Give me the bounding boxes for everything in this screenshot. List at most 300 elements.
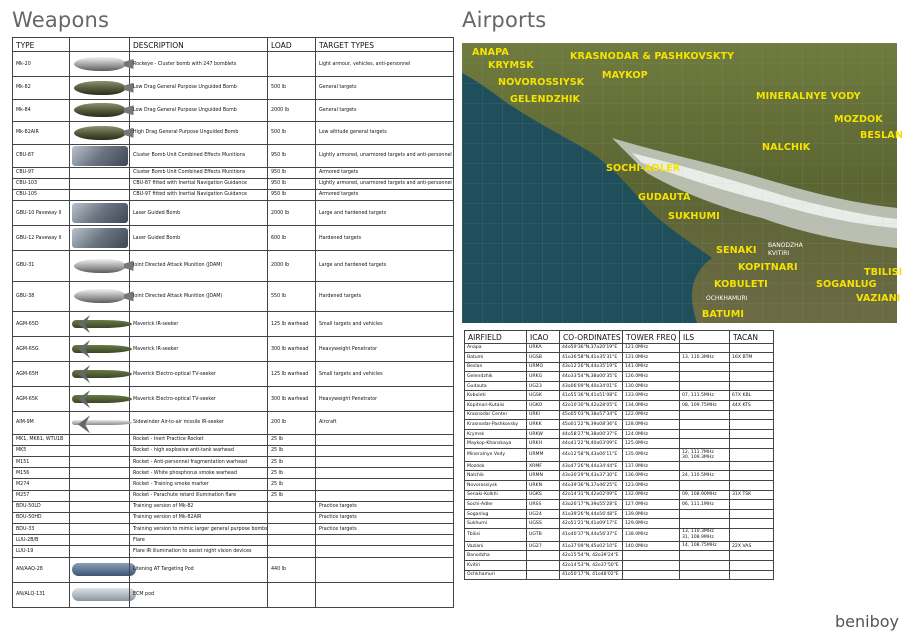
weapon-desc: Rocket - Inert Practice Rocket [130, 434, 268, 445]
weapon-image-cell [70, 312, 130, 337]
weapon-load [268, 512, 316, 523]
map-label-airport: SOCHI-ADLER [606, 163, 681, 174]
weapon-load [268, 535, 316, 546]
weapon-type: LUU-19 [13, 546, 70, 557]
weapon-load: 2000 lb [268, 99, 316, 122]
weapon-target: Hardened targets [316, 281, 454, 312]
jdam-image [74, 259, 126, 273]
weapon-desc: Rocket - high explosive anti-tank warhead [130, 445, 268, 456]
weapon-target: Practice targets [316, 524, 454, 535]
weapon-row [13, 99, 454, 122]
weapon-image-cell [70, 434, 130, 445]
weapon-type: CBU-97 [13, 167, 70, 178]
weapon-load: 25 lb [268, 490, 316, 501]
weapon-desc: Cluster Bomb Unit Combined Effects Munitions [130, 144, 268, 167]
weapon-desc: Flare [130, 535, 268, 546]
airport-row [465, 353, 774, 363]
airport-tacan [730, 420, 774, 430]
airports-title: Airports [462, 8, 547, 32]
airport-icao: UGKS [527, 490, 560, 500]
airport-icao: URMN [527, 471, 560, 481]
weapon-target [316, 582, 454, 607]
weapon-load: 550 lb [268, 281, 316, 312]
weapon-desc: Litening AT Targeting Pod [130, 557, 268, 582]
weapon-desc: Flare IR illumination to assist night vision devices [130, 546, 268, 557]
weapon-target: Practice targets [316, 512, 454, 523]
airport-coord: 42o15'54"N, 42o39'24"E [560, 551, 623, 561]
weapon-target: Large and hardened targets [316, 201, 454, 226]
airport-ils-value: 13, 110.3MHz [682, 354, 714, 360]
weapon-target [316, 445, 454, 456]
airport-freq [623, 570, 680, 580]
airport-row [465, 528, 774, 541]
airport-field: Sukhumi [465, 519, 527, 529]
weapons-title: Weapons [12, 8, 110, 32]
airport-field: Kvitiri [465, 560, 527, 570]
maverick-image [72, 395, 132, 403]
weapon-desc: Joint Directed Attack Munition (JDAM) [130, 251, 268, 282]
weapon-image-cell [70, 490, 130, 501]
weapons-table [12, 37, 454, 608]
weapon-image-cell [70, 251, 130, 282]
airport-row [465, 381, 774, 391]
weapon-load [268, 501, 316, 512]
airport-tacan [730, 528, 774, 541]
airport-icao: UGSS [527, 519, 560, 529]
maverick-image [72, 345, 132, 353]
map-label-airport: KOPITNARI [738, 262, 798, 273]
weapon-row [13, 251, 454, 282]
litening-pod-image [72, 563, 136, 576]
airport-coord: 45o01'22"N,39o08'36"E [560, 420, 623, 430]
airport-row [465, 461, 774, 471]
weapon-load: 600 lb [268, 226, 316, 251]
airport-ils-value: 09, 108.90MHz [682, 492, 717, 498]
weapon-type: CBU-87 [13, 144, 70, 167]
weapon-type: MK5 [13, 445, 70, 456]
weapon-target: Heavyweight Penetrator [316, 387, 454, 412]
airport-ils-value: 24, 110.5MHz [682, 473, 714, 479]
airport-coord: 42o10'30"N,42o28'05"E [560, 401, 623, 411]
airport-icao: UG23 [527, 381, 560, 391]
weapon-type: CBU-103 [13, 178, 70, 189]
airport-ils [680, 519, 730, 529]
weapon-target: Heavyweight Penetrator [316, 337, 454, 362]
weapon-row [13, 412, 454, 435]
airport-icao [527, 560, 560, 570]
weapon-type: BDU-50HD [13, 512, 70, 523]
airport-icao: URKI [527, 410, 560, 420]
airport-freq: 126.0MHz [623, 372, 680, 382]
airport-coord: 43o47'26"N,44o34'44"E [560, 461, 623, 471]
airport-icao: URKN [527, 481, 560, 491]
weapon-image-cell [70, 557, 130, 582]
airport-field: Krasnodar-Pashkovsky [465, 420, 527, 430]
airport-row [465, 410, 774, 420]
weapon-row [13, 281, 454, 312]
weapon-target: Aircraft [316, 412, 454, 435]
weapon-image-cell [70, 189, 130, 200]
weapon-type: BDU-33 [13, 524, 70, 535]
airport-tacan [730, 343, 774, 353]
weapon-row [13, 201, 454, 226]
weapon-type: AGM-65H [13, 362, 70, 387]
weapon-desc: Laser Guided Bomb [130, 226, 268, 251]
maverick-image [72, 370, 132, 378]
weapon-row [13, 479, 454, 490]
airport-ils [680, 372, 730, 382]
weapon-image-cell [70, 546, 130, 557]
weapon-target [316, 434, 454, 445]
airport-ils [680, 570, 730, 580]
airport-field: Maykop-Khanskaya [465, 439, 527, 449]
weapon-target [316, 535, 454, 546]
airport-field: Krymsk [465, 429, 527, 439]
weapon-image-cell [70, 99, 130, 122]
weapon-row [13, 77, 454, 100]
weapon-row [13, 557, 454, 582]
weapon-row [13, 226, 454, 251]
weapon-type: AN/ALQ-131 [13, 582, 70, 607]
weapon-image-cell [70, 122, 130, 145]
weapon-desc: Joint Directed Attack Munition (JDAM) [130, 281, 268, 312]
map-label-airport: NOVOROSSIYSK [498, 77, 585, 88]
map-label-airport: BATUMI [702, 309, 745, 320]
airport-coord: 43o26'17"N,39o55'28"E [560, 500, 623, 510]
airport-field: Kopitnari-Kutaisi [465, 401, 527, 411]
airport-ils-value: 07, 111.5MHz [682, 393, 714, 399]
weapon-row [13, 456, 454, 467]
airport-row [465, 570, 774, 580]
weapon-image-cell [70, 468, 130, 479]
airport-field: Kobuleti [465, 391, 527, 401]
airport-ils [680, 490, 730, 500]
airport-coord: 44o58'27"N,38o00'37"E [560, 429, 623, 439]
weapon-load: 25 lb [268, 479, 316, 490]
weapon-type: M274 [13, 479, 70, 490]
airport-freq: 123.0MHz [623, 481, 680, 491]
weapon-load: 500 lb [268, 122, 316, 145]
jdam-image [74, 289, 126, 303]
weapon-desc: Maverick Electro-optical TV-seeker [130, 387, 268, 412]
airport-icao: URSS [527, 500, 560, 510]
map-label-airport: SUKHUMI [668, 211, 720, 222]
airport-tacan [730, 471, 774, 481]
weapon-target: Small targets and vehicles [316, 362, 454, 387]
weapon-target: Practice targets [316, 501, 454, 512]
weapon-row [13, 178, 454, 189]
airport-field: Gelendzhik [465, 372, 527, 382]
weapon-row [13, 546, 454, 557]
weapon-load: 950 lb [268, 167, 316, 178]
weapon-target: Hardened targets [316, 226, 454, 251]
airport-field: Batumi [465, 353, 527, 363]
airport-coord: 41o36'58"N,41o35'31"E [560, 353, 623, 363]
weapon-desc: Cluster Bomb Unit Combined Effects Munitions [130, 167, 268, 178]
weapon-desc: ECM pod [130, 582, 268, 607]
airport-coord: 41o40'37"N,44o56'37"E [560, 528, 623, 541]
weapon-row [13, 189, 454, 200]
weapon-desc: Training version of Mk-82AIR [130, 512, 268, 523]
cbu-photo-image [72, 146, 128, 166]
airport-coord: 44o33'54"N,38o00'35"E [560, 372, 623, 382]
airport-row [465, 500, 774, 510]
airport-icao: UGSB [527, 353, 560, 363]
weapon-load: 125 lb warhead [268, 312, 316, 337]
weapon-type: BDU-50LD [13, 501, 70, 512]
airport-freq: 130.0MHz [623, 381, 680, 391]
airport-freq: 136.0MHz [623, 471, 680, 481]
weapon-target: Lightly armored, unarmored targets and anti-personnel [316, 178, 454, 189]
weapon-desc: Maverick IR-seeker [130, 312, 268, 337]
weapons-header-0: TYPE [13, 38, 70, 52]
airport-field: Mozdok [465, 461, 527, 471]
airport-coord: 41o55'36"N,41o51'08"E [560, 391, 623, 401]
weapon-type: Mk-82AIR [13, 122, 70, 145]
airport-coord: 44o59'36"N,37o20'19"E [560, 343, 623, 353]
map-label-airport: MINERALNYE VODY [756, 91, 861, 102]
weapon-target: Armored targets [316, 189, 454, 200]
weapon-image-cell [70, 77, 130, 100]
airport-icao: URKW [527, 429, 560, 439]
weapon-image-cell [70, 524, 130, 535]
airport-ils [680, 439, 730, 449]
airport-row [465, 362, 774, 372]
airport-tacan [730, 461, 774, 471]
airport-tacan: 16X BTM [730, 353, 774, 363]
airport-row [465, 343, 774, 353]
airport-tacan [730, 509, 774, 519]
weapon-desc: High Drag General Purpose Unguided Bomb [130, 122, 268, 145]
general-bomb-image [74, 81, 126, 95]
airport-ils [680, 381, 730, 391]
weapon-image-cell [70, 479, 130, 490]
weapon-type: AN/AAQ-28 [13, 557, 70, 582]
airport-freq: 122.0MHz [623, 410, 680, 420]
airport-row [465, 449, 774, 462]
airport-field: Soganlug [465, 509, 527, 519]
airport-tacan [730, 449, 774, 462]
weapon-target [316, 557, 454, 582]
map-label-airport: TBILISI [864, 267, 903, 278]
airport-ils [680, 362, 730, 372]
weapon-desc: Rocket - Training smoke marker [130, 479, 268, 490]
airport-ils-value: 14, 108.75MHz [682, 543, 717, 549]
airport-row [465, 429, 774, 439]
airport-coord: 44o41'22"N,40o03'09"E [560, 439, 623, 449]
paveway-photo-image [72, 203, 128, 223]
weapon-type: Mk-82 [13, 77, 70, 100]
weapon-target: Lightly armored, unarmored targets and anti-personnel [316, 144, 454, 167]
airport-icao: URMM [527, 449, 560, 462]
airport-ils [680, 541, 730, 551]
airport-row [465, 551, 774, 561]
weapon-image-cell [70, 535, 130, 546]
airport-row [465, 420, 774, 430]
weapon-image-cell [70, 226, 130, 251]
weapon-desc: Low Drag General Purpose Unguided Bomb [130, 77, 268, 100]
weapon-row [13, 387, 454, 412]
airport-freq: 133.0MHz [623, 391, 680, 401]
airport-coord: 41o39'26"N,44o56'48"E [560, 509, 623, 519]
weapon-type: GBU-12 Paveway II [13, 226, 70, 251]
caucasus-map [462, 43, 903, 323]
map-label-airport: OCHKHAMURI [706, 295, 748, 302]
airport-row [465, 481, 774, 491]
weapon-row [13, 52, 454, 77]
airport-freq: 134.0MHz [623, 401, 680, 411]
airport-row [465, 471, 774, 481]
weapon-load: 25 lb [268, 434, 316, 445]
weapon-target: General targets [316, 99, 454, 122]
weapon-type: GBU-10 Paveway II [13, 201, 70, 226]
airport-tacan: 31X TSK [730, 490, 774, 500]
airport-field: Beslan [465, 362, 527, 372]
weapon-image-cell [70, 167, 130, 178]
map-label-airport: NALCHIK [762, 142, 811, 153]
weapon-row [13, 535, 454, 546]
airport-ils-value: 12, 111.7MHz [682, 449, 714, 455]
airport-tacan: 44X KTS [730, 401, 774, 411]
map-label-airport: MAYKOP [602, 70, 648, 81]
airport-field: Krasnodar Center [465, 410, 527, 420]
weapon-image-cell [70, 178, 130, 189]
airport-ils [680, 410, 730, 420]
airport-field: Tbilisi [465, 528, 527, 541]
weapon-desc: Rockeye - Cluster bomb with 247 bomblets [130, 52, 268, 77]
airport-freq: 140.0MHz [623, 541, 680, 551]
airport-row [465, 490, 774, 500]
weapon-image-cell [70, 512, 130, 523]
airport-icao: UGSK [527, 391, 560, 401]
airport-coord: 44o12'58"N,43o06'11"E [560, 449, 623, 462]
airport-ils-value: 13, 110.3MHz [682, 529, 714, 535]
airport-coord: 42o14'53"N, 42o37'50"E [560, 560, 623, 570]
airport-row [465, 509, 774, 519]
weapon-row [13, 524, 454, 535]
weapon-type: M151 [13, 456, 70, 467]
airport-row [465, 439, 774, 449]
airports-header-4: ILS [680, 331, 730, 344]
airport-freq: 129.0MHz [623, 519, 680, 529]
weapon-image-cell [70, 387, 130, 412]
airport-ils [680, 401, 730, 411]
map-label-airport: KRYMSK [488, 60, 534, 71]
weapon-image-cell [70, 501, 130, 512]
weapon-desc: Maverick IR-seeker [130, 337, 268, 362]
weapon-desc: CBU-97 fitted with Inertial Navigation Guidance [130, 189, 268, 200]
airport-tacan [730, 551, 774, 561]
airport-coord: 44o39'36"N,37o46'25"E [560, 481, 623, 491]
airport-coord: 43o30'29"N,43o37'30"E [560, 471, 623, 481]
weapon-type: AGM-65D [13, 312, 70, 337]
weapon-load [268, 52, 316, 77]
weapon-load: 25 lb [268, 445, 316, 456]
weapon-desc: CBU-87 fitted with Inertial Navigation Guidance [130, 178, 268, 189]
airport-tacan [730, 381, 774, 391]
airport-icao: URKA [527, 343, 560, 353]
airport-freq: 121.0MHz [623, 343, 680, 353]
map-label-airport: ANAPA [472, 47, 509, 58]
weapon-load: 25 lb [268, 456, 316, 467]
weapon-load: 2000 lb [268, 251, 316, 282]
airport-coord: 41o50'17"N, 41o48'02"E [560, 570, 623, 580]
airport-icao: URMO [527, 362, 560, 372]
map-label-airport: GELENDZHIK [510, 94, 581, 105]
weapon-type: GBU-31 [13, 251, 70, 282]
airports-header-5: TACAN [730, 331, 774, 344]
airport-tacan [730, 570, 774, 580]
airport-field: Vaziani [465, 541, 527, 551]
airport-ils [680, 461, 730, 471]
airport-icao: UG27 [527, 541, 560, 551]
map-label-airport: VAZIANI [856, 293, 901, 304]
airport-field: Banodzha [465, 551, 527, 561]
brand-logo-text: beniboy [835, 612, 899, 631]
weapon-desc: Rocket - Anti-personnel fragmentation warhead [130, 456, 268, 467]
airport-field: Novorossiysk [465, 481, 527, 491]
weapon-target: Large and hardened targets [316, 251, 454, 282]
airport-freq: 128.0MHz [623, 420, 680, 430]
weapon-row [13, 582, 454, 607]
weapon-image-cell [70, 445, 130, 456]
weapon-type: LUU-2B/B [13, 535, 70, 546]
airport-ils [680, 449, 730, 462]
airport-freq: 124.0MHz [623, 429, 680, 439]
weapon-target: Light armour, vehicles, anti-personnel [316, 52, 454, 77]
weapon-target [316, 490, 454, 501]
weapon-load: 25 lb [268, 468, 316, 479]
weapon-desc: Laser Guided Bomb [130, 201, 268, 226]
weapon-type: Mk-84 [13, 99, 70, 122]
airport-tacan [730, 481, 774, 491]
airport-tacan [730, 362, 774, 372]
weapon-load: 2000 lb [268, 201, 316, 226]
weapon-image-cell [70, 582, 130, 607]
cluster-bomb-image [74, 57, 126, 71]
airport-field: Mineralnye Vody [465, 449, 527, 462]
airport-freq [623, 560, 680, 570]
airport-field: Nalchik [465, 471, 527, 481]
airport-freq: 135.0MHz [623, 449, 680, 462]
weapon-type: M257 [13, 490, 70, 501]
airport-ils-value: 31, 108.9MHz [682, 534, 714, 540]
weapon-type: AGM-65G [13, 337, 70, 362]
airport-row [465, 372, 774, 382]
weapon-image-cell [70, 52, 130, 77]
airport-row [465, 401, 774, 411]
airport-icao: URKK [527, 420, 560, 430]
maverick-image [72, 320, 132, 328]
airport-ils [680, 528, 730, 541]
map-label-airport: BESLAN [860, 130, 903, 141]
weapons-header-row [13, 38, 454, 52]
airport-freq [623, 551, 680, 561]
weapon-desc: Rocket - White phosphorus smoke warhead [130, 468, 268, 479]
weapon-row [13, 167, 454, 178]
airport-icao [527, 570, 560, 580]
map-label-airport: SENAKI [716, 245, 757, 256]
map-label-airport: GUDAUTA [638, 192, 691, 203]
weapon-target [316, 479, 454, 490]
weapon-row [13, 490, 454, 501]
airport-freq: 125.0MHz [623, 439, 680, 449]
airport-icao: URKH [527, 439, 560, 449]
weapon-type: AGM-65K [13, 387, 70, 412]
airport-freq: 141.0MHz [623, 362, 680, 372]
airport-tacan [730, 560, 774, 570]
airport-coord: 42o14'31"N,42o02'09"E [560, 490, 623, 500]
